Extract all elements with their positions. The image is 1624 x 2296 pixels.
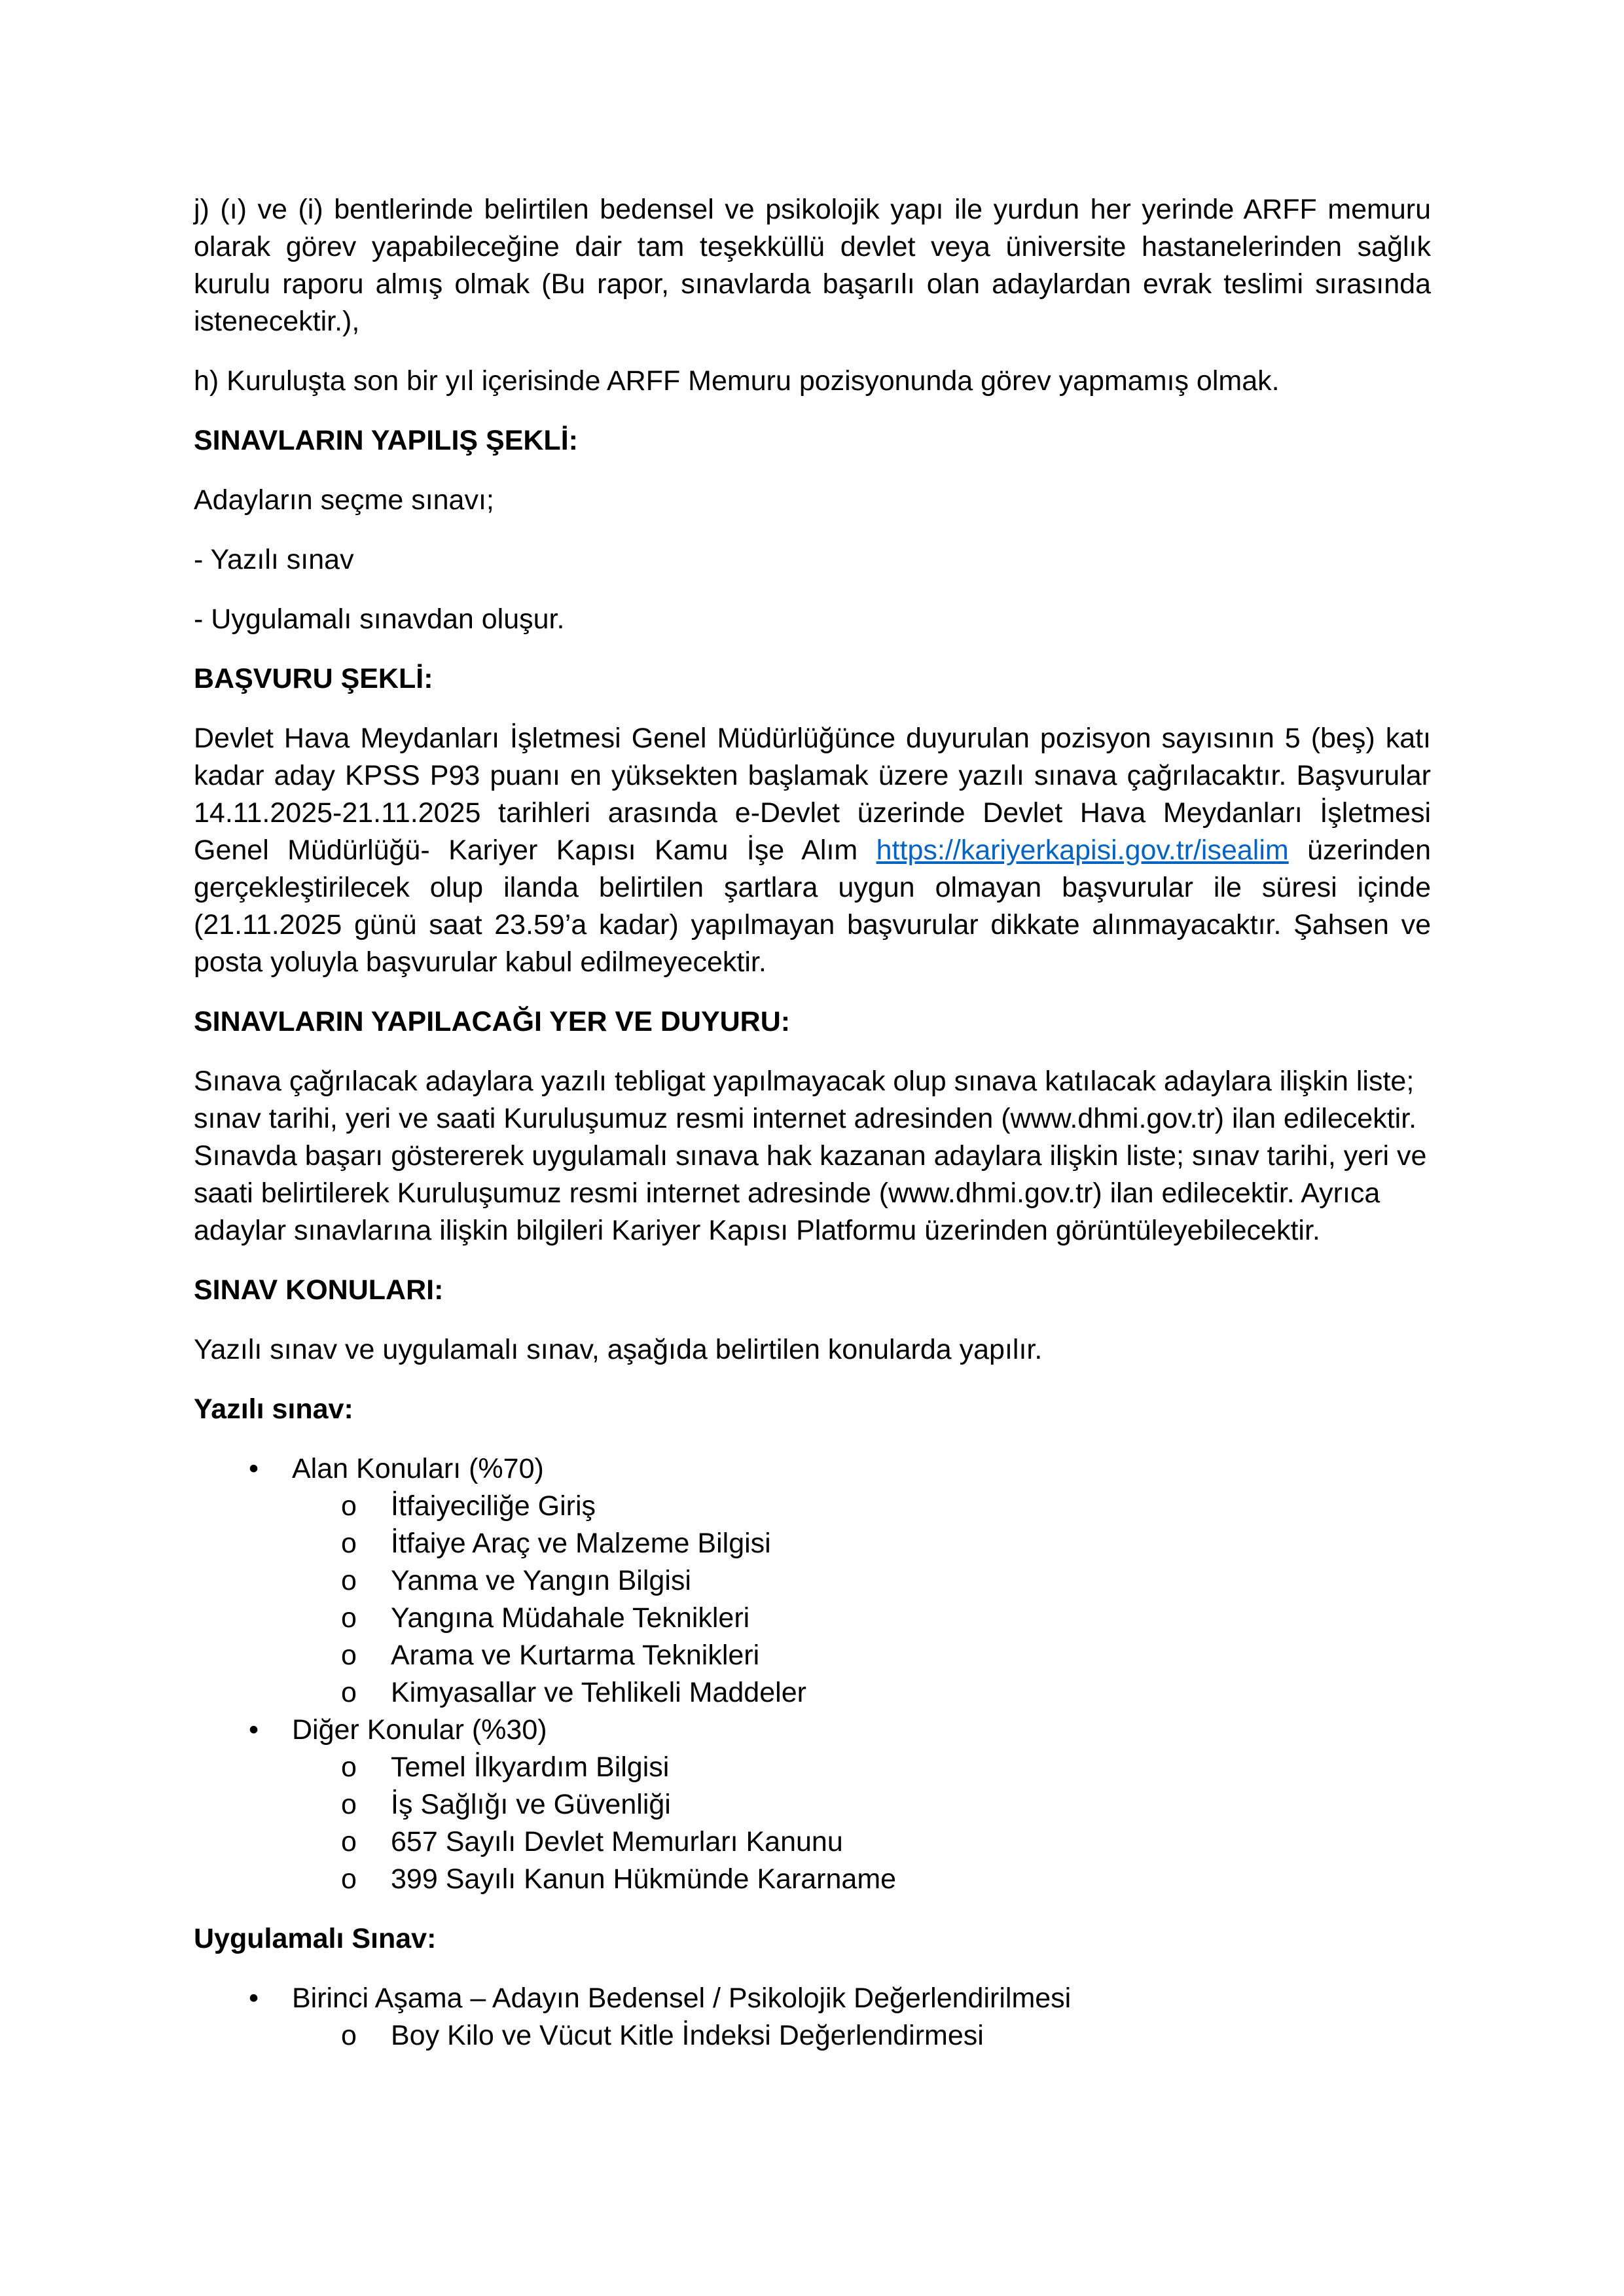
- bullet-icon: •: [249, 1714, 259, 1746]
- basvuru-text-before-link: Devlet Hava Meydanları İşletmesi Genel Müdürlüğünce duyurulan pozisyon sayısının 5 (beş) katı kadar aday KPSS P93 puanı en yüksekten başlamak üzere yazılı sınava çağrılacaktır. Başvurular 14.11.2025-21.11.2025 tarihleri arasında e-Devlet üzerinde Devlet Hava Meydanları İşletmesi Genel Müdürlüğü- Kariyer Kapısı Kamu İşe Alım: [194, 723, 1431, 866]
- heading-sinav-konulari: SINAV KONULARI:: [194, 1274, 444, 1306]
- list-item: [194, 1450, 1431, 1712]
- sub-list-item-label: Temel İlkyardım Bilgisi: [391, 1751, 670, 1783]
- kariyerkapisi-link[interactable]: https://kariyerkapisi.gov.tr/isealim: [876, 834, 1289, 866]
- sub-list-item-label: İtfaiyeciliğe Giriş: [391, 1490, 596, 1522]
- paragraph-h: h) Kuruluşta son bir yıl içerisinde ARFF Memuru pozisyonunda görev yapmamış olmak.: [194, 365, 1280, 397]
- bullet-icon: •: [249, 1982, 259, 2014]
- sub-list-item: [194, 1637, 1431, 1674]
- sinav-konulari-intro: Yazılı sınav ve uygulamalı sınav, aşağıda belirtilen konularda yapılır.: [194, 1334, 1043, 1365]
- list-item-label: Birinci Aşama – Adayın Bedensel / Psikolojik Değerlendirilmesi: [292, 1982, 1072, 2014]
- sub-list-item-label: Yangına Müdahale Teknikleri: [391, 1602, 750, 1634]
- circle-bullet-icon: o: [341, 1565, 357, 1596]
- circle-bullet-icon: o: [341, 1751, 357, 1783]
- circle-bullet-icon: o: [341, 2020, 357, 2051]
- sub-list: [292, 1749, 1431, 1898]
- sub-list-item-label: 399 Sayılı Kanun Hükmünde Kararname: [391, 1863, 897, 1895]
- circle-bullet-icon: o: [341, 1528, 357, 1559]
- sub-list: [292, 2017, 1431, 2054]
- sub-list-item: [194, 2017, 1431, 2054]
- sub-list-item: [194, 1600, 1431, 1637]
- heading-sinav-sekli: SINAVLARIN YAPILIŞ ŞEKLİ:: [194, 425, 578, 456]
- heading-yer-duyuru: SINAVLARIN YAPILACAĞI YER VE DUYURU:: [194, 1006, 791, 1037]
- sub-list: [292, 1488, 1431, 1712]
- sub-list-item: [194, 1749, 1431, 1786]
- sub-list-item-label: İtfaiye Araç ve Malzeme Bilgisi: [391, 1528, 771, 1559]
- sub-list-item-label: 657 Sayılı Devlet Memurları Kanunu: [391, 1826, 843, 1857]
- heading-basvuru: BAŞVURU ŞEKLİ:: [194, 663, 433, 694]
- sinav-sekli-item-uygulamali: - Uygulamalı sınavdan oluşur.: [194, 603, 565, 635]
- sub-list-item: [194, 1861, 1431, 1898]
- basvuru-paragraph: [194, 720, 1431, 981]
- circle-bullet-icon: o: [341, 1640, 357, 1671]
- heading-yazili-sinav: Yazılı sınav:: [194, 1393, 353, 1425]
- sub-list-item: [194, 1562, 1431, 1600]
- circle-bullet-icon: o: [341, 1826, 357, 1857]
- sub-list-item-label: Kimyasallar ve Tehlikeli Maddeler: [391, 1677, 806, 1708]
- document-page: [194, 191, 1431, 2077]
- sub-list-item: [194, 1525, 1431, 1562]
- sub-list-item-label: Arama ve Kurtarma Teknikleri: [391, 1640, 760, 1671]
- sub-list-item-label: İş Sağlığı ve Güvenliği: [391, 1789, 671, 1820]
- paragraph-j: j) (ı) ve (i) bentlerinde belirtilen bedensel ve psikolojik yapı ile yurdun her yerinde ARFF memuru olarak görev yapabileceğine dair tam teşekküllü devlet veya üniversite hastanelerinden sağlık kurulu raporu almış olmak (Bu rapor, sınavlarda başarılı olan adaylardan evrak teslimi sırasında istenecektir.),: [194, 194, 1431, 337]
- sub-list-item-label: Yanma ve Yangın Bilgisi: [391, 1565, 691, 1596]
- sub-list-item: [194, 1674, 1431, 1712]
- list-item-label: Diğer Konular (%30): [292, 1714, 547, 1746]
- sub-list-item: [194, 1488, 1431, 1525]
- list-item: [194, 1980, 1431, 2054]
- list-item-label: Alan Konuları (%70): [292, 1453, 544, 1484]
- sub-list-item-label: Boy Kilo ve Vücut Kitle İndeksi Değerlendirmesi: [391, 2020, 984, 2051]
- uygulamali-sinav-list: [194, 1980, 1431, 2054]
- bullet-icon: •: [249, 1453, 259, 1484]
- circle-bullet-icon: o: [341, 1789, 357, 1820]
- yer-duyuru-paragraph: Sınava çağrılacak adaylara yazılı tebligat yapılmayacak olup sınava katılacak adaylara ilişkin liste; sınav tarihi, yeri ve saati Kuruluşumuz resmi internet adresinden (www.dhmi.gov.tr) ilan edilecektir. Sınavda başarı göstererek uygulamalı sınava hak kazanan adaylara ilişkin liste; sınav tarihi, yeri ve saati belirtilerek Kuruluşumuz resmi internet adresinde (www.dhmi.gov.tr) ilan edilecektir. Ayrıca adaylar sınavlarına ilişkin bilgileri Kariyer Kapısı Platformu üzerinden görüntüleyebilecektir.: [194, 1066, 1427, 1246]
- yazili-sinav-list: [194, 1450, 1431, 1898]
- circle-bullet-icon: o: [341, 1677, 357, 1708]
- circle-bullet-icon: o: [341, 1602, 357, 1634]
- basvuru-text-after-link: üzerinden gerçekleştirilecek olup ilanda belirtilen şartlara uygun olmayan başvurular ile süresi içinde (21.11.2025 günü saat 23.59’a kadar) yapılmayan başvurular dikkate alınmayacaktır. Şahsen ve posta yoluyla başvurular kabul edilmeyecektir.: [194, 834, 1432, 978]
- heading-uygulamali-sinav: Uygulamalı Sınav:: [194, 1923, 437, 1954]
- sub-list-item: [194, 1786, 1431, 1823]
- circle-bullet-icon: o: [341, 1490, 357, 1522]
- list-item: [194, 1712, 1431, 1898]
- sinav-sekli-intro: Adayların seçme sınavı;: [194, 484, 494, 516]
- sub-list-item: [194, 1823, 1431, 1861]
- circle-bullet-icon: o: [341, 1863, 357, 1895]
- sinav-sekli-item-yazili: - Yazılı sınav: [194, 544, 354, 575]
